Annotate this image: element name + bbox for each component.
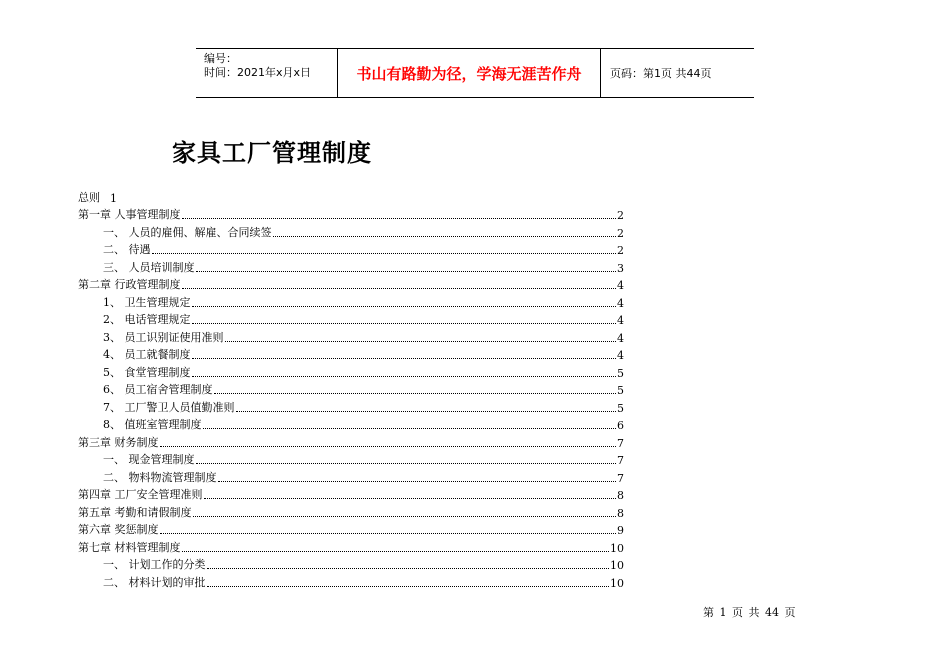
header-slogan: 书山有路勤为径，学海无涯苦作舟 (338, 49, 601, 97)
toc-dot-leader (273, 236, 617, 237)
header-page-code: 页码：第1页 共44页 (610, 67, 712, 80)
toc-dot-leader (192, 323, 617, 324)
toc-entry-page: 10 (610, 559, 624, 572)
toc-entry-label: 第三章 财务制度 (78, 435, 159, 449)
toc-entry-label: 第四章 工厂安全管理准则 (78, 488, 203, 501)
toc-entry[interactable] (78, 467, 624, 485)
document-time: 时间：2021年x月x日 (204, 66, 312, 79)
toc-dot-leader (207, 568, 610, 569)
toc-entry[interactable] (78, 450, 624, 468)
toc-entry-label: 二、 材料计划的审批 (103, 575, 206, 589)
toc-dot-leader (182, 551, 610, 552)
page-header (196, 48, 754, 98)
document-number-label: 编号： (204, 52, 237, 65)
toc-entry[interactable] (78, 572, 624, 590)
toc-dot-leader (160, 533, 617, 534)
toc-entry[interactable] (78, 415, 624, 433)
toc-dot-leader (192, 376, 617, 377)
toc-dot-leader (196, 463, 617, 464)
toc-entry-label: 总则 (78, 190, 100, 204)
toc-entry-label: 8、 值班室管理制度 (103, 418, 202, 431)
toc-entry-label: 一、 计划工作的分类 (103, 558, 206, 571)
toc-entry-page: 7 (617, 454, 624, 467)
toc-entry-page: 10 (610, 576, 624, 590)
toc-entry-page: 5 (617, 401, 624, 415)
toc-entry-page: 7 (617, 436, 624, 450)
toc-entry[interactable] (78, 555, 624, 573)
toc-entry-label: 二、 物料物流管理制度 (103, 470, 217, 484)
header-meta (196, 49, 338, 97)
toc-entry[interactable] (78, 275, 624, 293)
toc-entry[interactable] (78, 187, 624, 205)
toc-entry-label: 3、 员工识别证使用准则 (103, 330, 224, 344)
toc-entry-label: 第二章 行政管理制度 (78, 278, 181, 291)
toc-entry-page: 10 (610, 541, 624, 555)
toc-entry[interactable] (78, 432, 624, 450)
toc-dot-leader (207, 586, 610, 587)
toc-entry-label: 一、 现金管理制度 (103, 453, 195, 466)
toc-entry-label: 5、 食堂管理制度 (103, 365, 191, 379)
toc-dot-leader (204, 498, 617, 499)
toc-entry[interactable] (78, 397, 624, 415)
toc-entry-page: 9 (617, 524, 624, 537)
toc-dot-leader (214, 393, 617, 394)
document-title: 家具工厂管理制度 (172, 138, 372, 167)
toc-entry[interactable] (78, 292, 624, 310)
toc-entry-page: 4 (617, 349, 624, 362)
toc-entry-label: 2、 电话管理规定 (103, 313, 191, 326)
toc-entry-page: 3 (617, 261, 624, 275)
toc-dot-leader (160, 446, 617, 447)
toc-dot-leader (196, 271, 617, 272)
toc-entry-label: 三、 人员培训制度 (103, 260, 195, 274)
toc-entry[interactable] (78, 345, 624, 363)
toc-entry[interactable] (78, 310, 624, 328)
toc-dot-leader (182, 218, 617, 219)
toc-entry[interactable] (78, 380, 624, 398)
page-footer: 第 1 页 共 44 页 (703, 606, 796, 619)
toc-dot-leader (192, 358, 617, 359)
table-of-contents (78, 187, 624, 590)
toc-entry-page: 4 (617, 314, 624, 327)
toc-entry-label: 7、 工厂警卫人员值勤准则 (103, 400, 235, 414)
toc-entry-page: 5 (617, 384, 624, 397)
toc-entry[interactable] (78, 502, 624, 520)
toc-dot-leader (218, 481, 617, 482)
toc-entry-label: 第七章 材料管理制度 (78, 540, 181, 554)
toc-dot-leader (193, 516, 617, 517)
toc-entry[interactable] (78, 222, 624, 240)
toc-dot-leader (182, 288, 617, 289)
toc-dot-leader (225, 341, 617, 342)
toc-entry-page: 4 (617, 279, 624, 292)
toc-entry-page: 8 (617, 506, 624, 520)
toc-entry-page: 2 (617, 244, 624, 257)
toc-entry[interactable] (78, 362, 624, 380)
toc-entry-page: 5 (617, 366, 624, 380)
toc-dot-leader (192, 306, 617, 307)
toc-entry-page: 1 (110, 191, 117, 205)
toc-entry-label: 第六章 奖惩制度 (78, 523, 159, 536)
toc-entry[interactable] (78, 520, 624, 538)
toc-entry-page: 8 (617, 489, 624, 502)
toc-entry-page: 4 (617, 331, 624, 345)
toc-entry-page: 2 (617, 226, 624, 240)
toc-entry-label: 6、 员工宿舍管理制度 (103, 383, 213, 396)
toc-entry[interactable] (78, 240, 624, 258)
toc-entry[interactable] (78, 327, 624, 345)
toc-entry-page: 7 (617, 471, 624, 485)
toc-dot-leader (152, 253, 617, 254)
toc-entry-label: 一、 人员的雇佣、解雇、合同续签 (103, 225, 272, 239)
toc-dot-leader (203, 428, 617, 429)
toc-entry-label: 第一章 人事管理制度 (78, 208, 181, 221)
toc-entry-label: 4、 员工就餐制度 (103, 348, 191, 361)
toc-entry[interactable] (78, 537, 624, 555)
toc-entry-page: 2 (617, 209, 624, 222)
toc-entry-label: 1、 卫生管理规定 (103, 295, 191, 309)
toc-entry-page: 6 (617, 419, 624, 432)
toc-entry[interactable] (78, 257, 624, 275)
toc-entry[interactable] (78, 485, 624, 503)
toc-entry-label: 第五章 考勤和请假制度 (78, 505, 192, 519)
toc-entry-label: 二、 待遇 (103, 243, 151, 256)
toc-entry[interactable] (78, 205, 624, 223)
toc-entry-page: 4 (617, 296, 624, 310)
toc-dot-leader (236, 411, 617, 412)
